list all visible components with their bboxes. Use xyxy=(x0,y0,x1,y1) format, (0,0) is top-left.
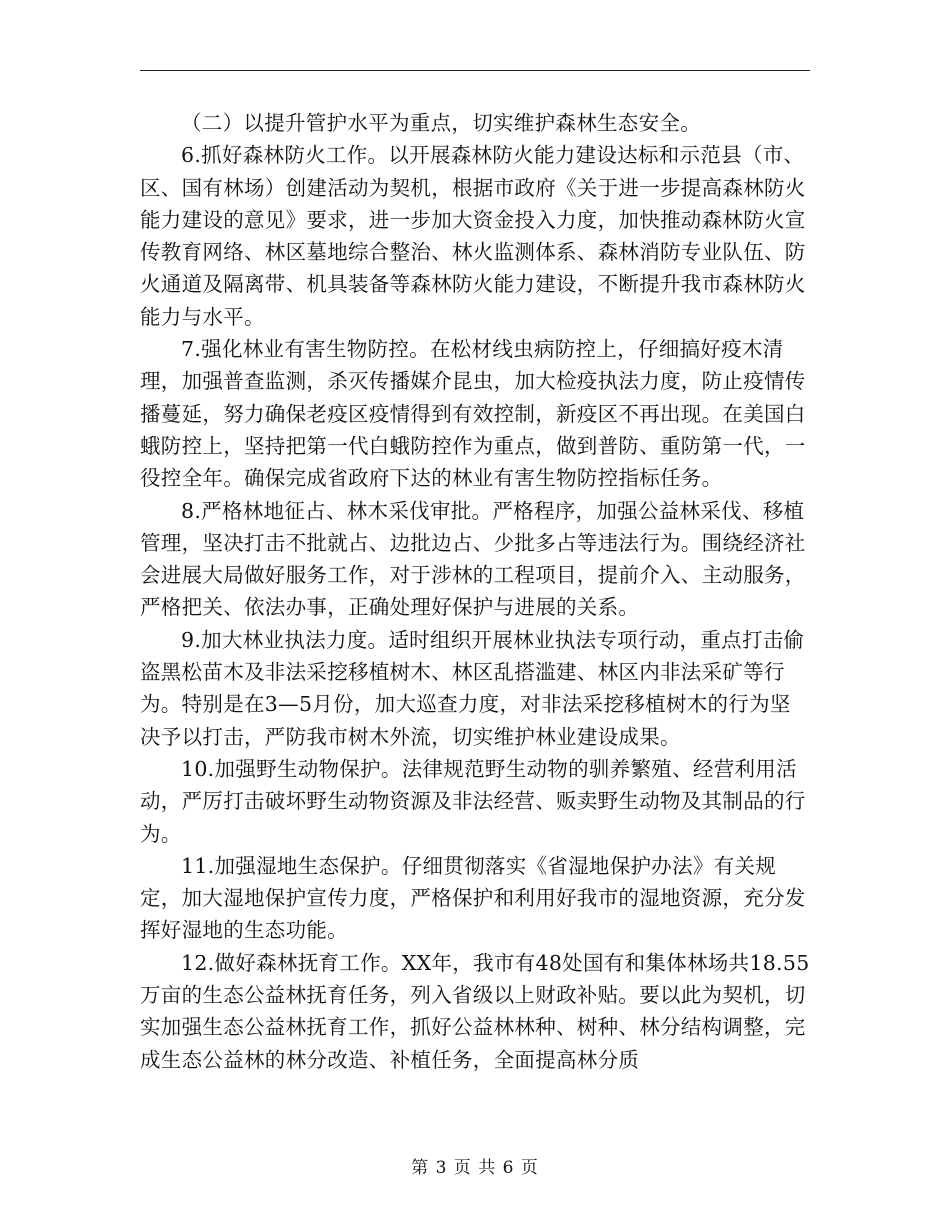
paragraph-item-10: 10.加强野生动物保护。法律规范野生动物的驯养繁殖、经营利用活动，严厉打击破坏野生动物资源及非法经营、贩卖野生动物及其制品的行为。 xyxy=(140,756,806,846)
document-body xyxy=(140,107,810,1076)
paragraph-item-11: 11.加强湿地生态保护。仔细贯彻落实《省湿地保护办法》有关规定，加大湿地保护宣传力度，严格保护和利用好我市的湿地资源，充分发挥好湿地的生态功能。 xyxy=(140,853,806,943)
header-rule xyxy=(140,70,810,71)
paragraph-item-8: 8.严格林地征占、林木采伐审批。严格程序，加强公益林采伐、移植管理，坚决打击不批就占、边批边占、少批多占等违法行为。围绕经济社会进展大局做好服务工作，对于涉林的工程项目，提前介入、主动服务，严格把关、依法办事，正确处理好保护与进展的关系。 xyxy=(140,498,806,620)
paragraph-item-12: 12.做好森林抚育工作。XX年，我市有48处国有和集体林场共18.55万亩的生态公益林抚育任务，列入省级以上财政补贴。要以此为契机，切实加强生态公益林抚育工作，抓好公益林林种、树种、林分结构调整，完成生态公益林的林分改造、补植任务，全面提高林分质 xyxy=(140,950,810,1072)
paragraph-item-7: 7.强化林业有害生物防控。在松材线虫病防控上，仔细搞好疫木清理，加强普查监测，杀灭传播媒介昆虫，加大检疫执法力度，防止疫情传播蔓延，努力确保老疫区疫情得到有效控制，新疫区不再出现。在美国白蛾防控上，坚持把第一代白蛾防控作为重点，做到普防、重防第一代，一役控全年。确保完成省政府下达的林业有害生物防控指标任务。 xyxy=(140,337,806,491)
paragraph-item-6: 6.抓好森林防火工作。以开展森林防火能力建设达标和示范县（市、区、国有林场）创建活动为契机，根据市政府《关于进一步提高森林防火能力建设的意见》要求，进一步加大资金投入力度，加快推动森林防火宣传教育网络、林区墓地综合整治、林火监测体系、森林消防专业队伍、防火通道及隔离带、机具装备等森林防火能力建设，不断提升我市森林防火能力与水平。 xyxy=(140,143,806,329)
paragraph-item-9: 9.加大林业执法力度。适时组织开展林业执法专项行动，重点打击偷盗黑松苗木及非法采挖移植树木、林区乱搭滥建、林区内非法采矿等行为。特别是在3—5月份，加大巡查力度，对非法采挖移植树木的行为坚决予以打击，严防我市树木外流，切实维护林业建设成果。 xyxy=(140,627,805,749)
section-heading: （二）以提升管护水平为重点，切实维护森林生态安全。 xyxy=(181,111,701,135)
page-number-footer: 第 3 页 共 6 页 xyxy=(411,1158,539,1178)
